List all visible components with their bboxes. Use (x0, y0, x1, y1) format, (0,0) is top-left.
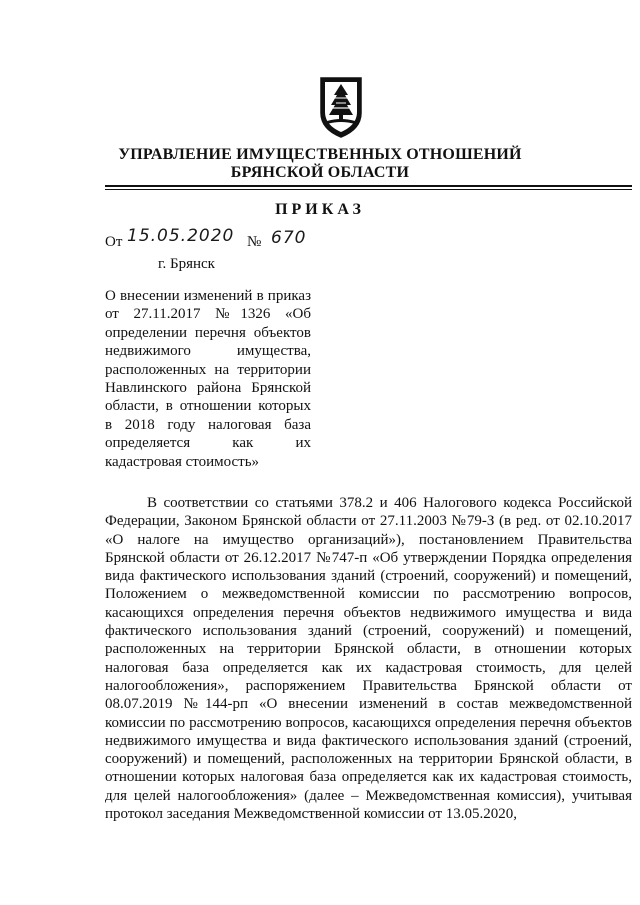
document-title: ПРИКАЗ (275, 201, 365, 218)
coat-of-arms-emblem (318, 75, 364, 139)
number-prefix: № (247, 234, 262, 250)
date-number-line (105, 226, 365, 256)
date-prefix: От (105, 234, 123, 250)
city: г. Брянск (158, 256, 215, 272)
order-subject: О внесении изменений в приказ от 27.11.2017 №1326 «Об определении перечня объектов недвижимого имущества, расположенных на территории Навлинского района Брянской области, в отношении которых в 2018 году налоговая база определяется как их кадастровая стоимость» (105, 288, 311, 470)
header-rule-thin (105, 189, 632, 190)
body-paragraph: В соответствии со статьями 378.2 и 406 Налогового кодекса Российской Федерации, Законом Брянской области от 27.11.2003 №79-З (в ред. от 02.10.2017 «О налоге на имущество организаций»), постановлением Правительства Брянской области от 26.12.2017 №747-п «Об утверждении Порядка определения вида фактического использования зданий (строений, сооружений) и помещений, Положением о межведомственной комиссии по рассмотрению вопросов, касающихся определения перечня объектов недвижимого имущества и вида фактического использования зданий (строений, сооружений) и помещений, расположенных на территории Брянской области, в отношении которых налоговая база определяется как их кадастровая стоимость, для целей налогообложения», распоряжением Правительства Брянской области от 08.07.2019 №144-рп «О внесении изменений в состав межведомственной комиссии по рассмотрению вопросов, касающихся определения перечня объектов недвижимого имущества и вида фактического использования зданий (строений, сооружений) и помещений, расположенных на территории Брянской области, в отношении которых налоговая база определяется как их кадастровая стоимость, для целей налогообложения» (далее – Межведомственная комиссия), учитывая протокол заседания Межведомственной комиссии от 13.05.2020, (105, 495, 632, 823)
organization-name-line1: УПРАВЛЕНИЕ ИМУЩЕСТВЕННЫХ ОТНОШЕНИЙ (118, 146, 522, 163)
handwritten-date: 15.05.2020 (127, 226, 235, 246)
handwritten-number: 670 (271, 228, 307, 248)
header-rule-thick (105, 185, 632, 187)
organization-name-line2: БРЯНСКОЙ ОБЛАСТИ (230, 164, 410, 181)
